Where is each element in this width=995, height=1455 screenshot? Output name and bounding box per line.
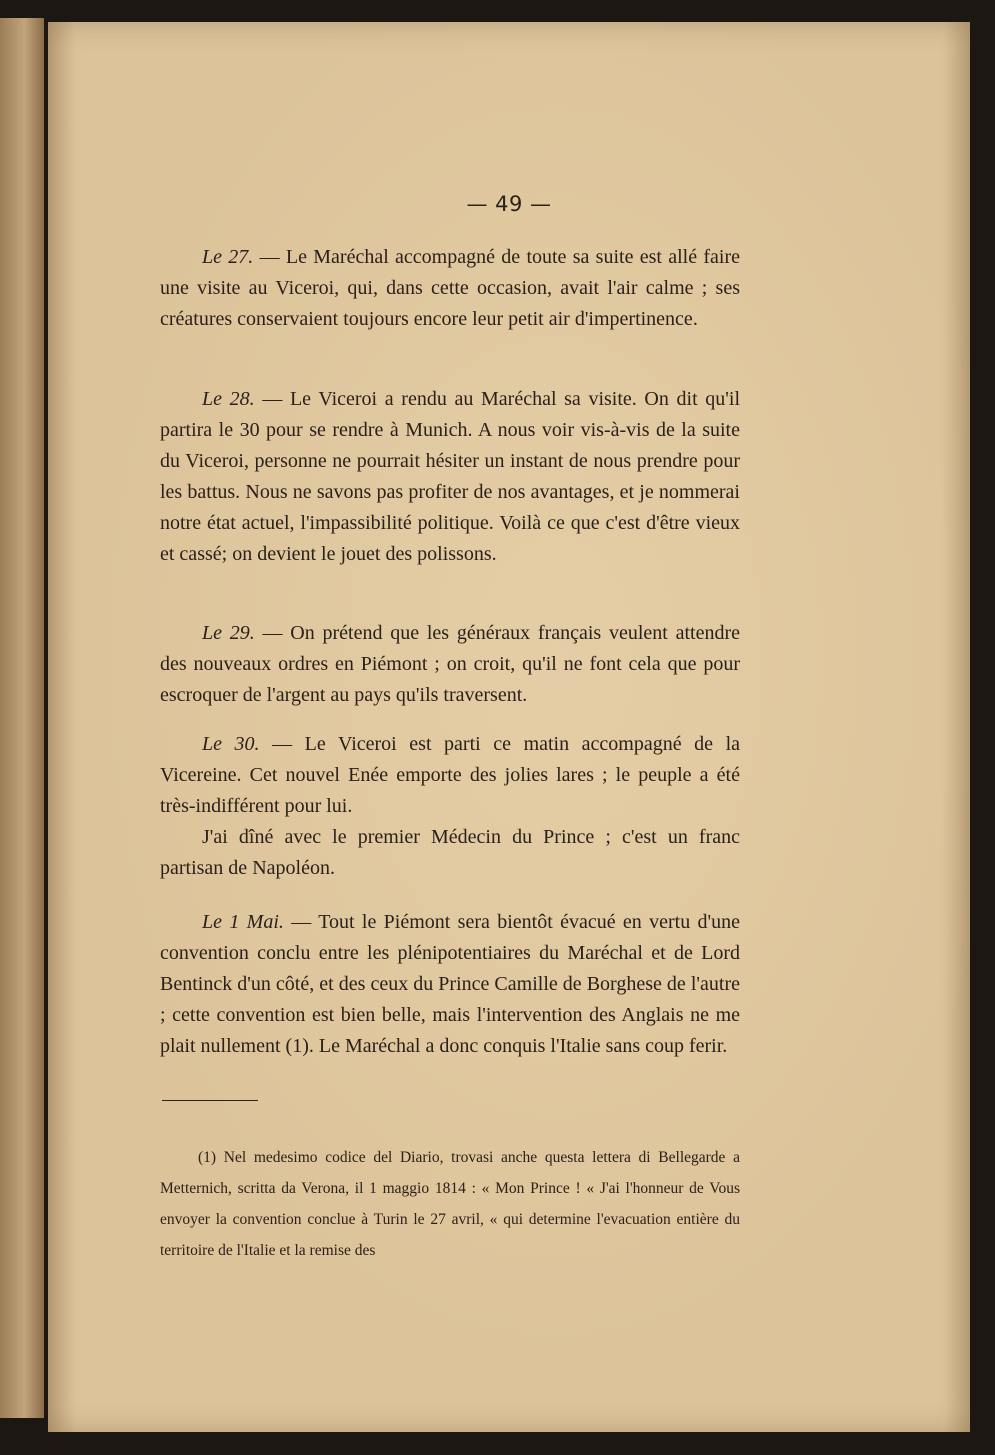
diary-entry <box>160 384 740 570</box>
entry-paragraph: J'ai dîné avec le premier Médecin du Prince ; c'est un franc partisan de Napoléon. <box>160 826 740 879</box>
entry-text: — Le Maréchal accompagné de toute sa suite est allé faire une visite au Viceroi, qui, dans cette occasion, avait l'air calme ; ses créatures conservaient toujours encore leur petit air d'impertinence. <box>160 246 741 330</box>
book-page <box>48 22 970 1432</box>
diary-entry <box>160 242 740 335</box>
entry-text: — Tout le Piémont sera bientôt évacué en vertu d'une convention conclu entre les plénipotentiaires du Maréchal et de Lord Bentinck d'un côté, et des ceux du Prince Camille de Borghese de l'autre ; cette convention est bien belle, mais l'intervention des Anglais ne me plait nullement (1). Le Maréchal a donc conquis l'Italie sans coup ferir. <box>160 911 741 1057</box>
diary-entry <box>160 907 740 1062</box>
page-number: — 49 — <box>466 192 552 216</box>
entry-text: — Le Viceroi est parti ce matin accompagné de la Vicereine. Cet nouvel Enée emporte des jolies lares ; le peuple a été très-indifférent pour lui. <box>160 733 741 817</box>
entry-date: Le 27. <box>202 246 254 268</box>
diary-entry <box>160 729 740 884</box>
entry-date: Le 29. <box>202 622 255 644</box>
footnote: (1) Nel medesimo codice del Diario, trovasi anche questa lettera di Bellegarde a Metternich, scritta da Verona, il 1 maggio 1814 : « Mon Prince ! « J'ai l'honneur de Vous envoyer la convention conclue à Turin le 27 avril, « qui determine l'evacuation entière du territoire de l'Italie et la remise des <box>160 1149 740 1259</box>
entry-text: — On prétend que les généraux français veulent attendre des nouveaux ordres en Piémont ; on croit, qu'il ne font cela que pour escroquer de l'argent au pays qu'ils traversent. <box>160 622 740 706</box>
entry-paragraph <box>160 384 740 570</box>
entry-paragraph <box>160 907 740 1062</box>
entry-paragraph <box>160 618 740 711</box>
entry-date: Le 30. <box>202 733 260 755</box>
diary-entry <box>160 618 740 711</box>
entry-paragraph <box>160 729 740 822</box>
entry-date: Le 28. <box>202 388 255 410</box>
entry-text: — Le Viceroi a rendu au Maréchal sa visite. On dit qu'il partira le 30 pour se rendre à Munich. A nous voir vis-à-vis de la suite du Viceroi, personne ne pourrait hésiter un instant de nous prendre pour les battus. Nous ne savons pas profiter de nos avantages, et je nommerai notre état actuel, l'impassibilité politique. Voilà ce que c'est d'être vieux et cassé; on devient le jouet des polissons. <box>160 388 741 565</box>
entry-date: Le 1 Mai. <box>202 911 284 933</box>
page-text <box>48 22 970 1432</box>
previous-page-edge <box>0 18 44 1418</box>
footnote-separator <box>162 1100 258 1101</box>
entry-paragraph <box>160 242 740 335</box>
